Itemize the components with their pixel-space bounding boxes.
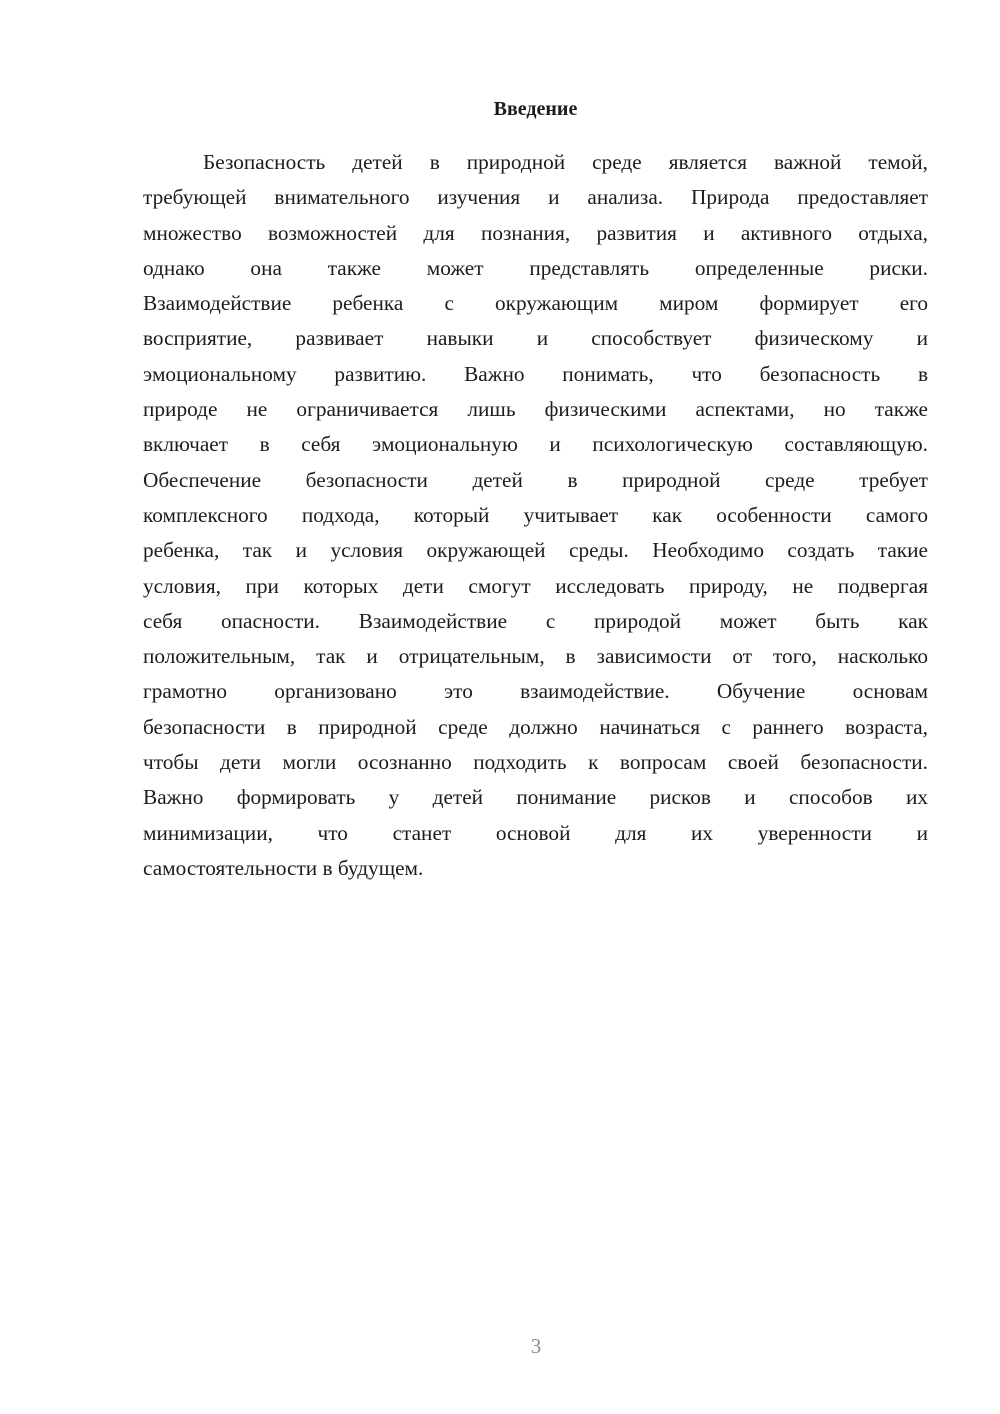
page-number: 3 (530, 1334, 542, 1358)
paragraph-line: Обеспечение безопасности детей в природной среде требует (143, 467, 928, 492)
paragraph-line: безопасности в природной среде должно начинаться с раннего возраста, (143, 714, 928, 739)
paragraph-line: самостоятельности в будущем. (143, 855, 424, 880)
paragraph-line: положительным, так и отрицательным, в зависимости от того, насколько (143, 644, 928, 669)
paragraph-line: эмоциональному развитию. Важно понимать, что безопасность в (143, 361, 928, 386)
paragraph-line: себя опасности. Взаимодействие с природой может быть как (143, 608, 928, 633)
paragraph-line: чтобы дети могли осознанно подходить к вопросам своей безопасности. (143, 750, 928, 775)
paragraph-line: природе не ограничивается лишь физическими аспектами, но также (143, 397, 928, 422)
paragraph-line: Взаимодействие ребенка с окружающим миром формирует его (143, 291, 928, 316)
paragraph-line: Безопасность детей в природной среде является важной темой, (203, 150, 928, 174)
section-heading: Введение (493, 98, 578, 120)
paragraph-line: восприятие, развивает навыки и способствует физическому и (143, 326, 928, 351)
paragraph-line: ребенка, так и условия окружающей среды. Необходимо создать такие (143, 538, 928, 563)
paragraph-line: требующей внимательного изучения и анализа. Природа предоставляет (143, 185, 928, 210)
paragraph-line: однако она также может представлять определенные риски. (143, 255, 928, 280)
paragraph-line: минимизации, что станет основой для их уверенности и (143, 820, 928, 845)
paragraph-line: включает в себя эмоциональную и психологическую составляющую. (143, 432, 928, 457)
paragraph-line: грамотно организовано это взаимодействие. Обучение основам (143, 679, 928, 704)
paragraph-line: Важно формировать у детей понимание рисков и способов их (143, 785, 928, 810)
paragraph-line: условия, при которых дети смогут исследовать природу, не подвергая (143, 573, 928, 598)
paragraph-line: множество возможностей для познания, развития и активного отдыха, (143, 220, 928, 245)
paragraph-line: комплексного подхода, который учитывает как особенности самого (143, 502, 928, 527)
body-paragraph (143, 145, 928, 886)
